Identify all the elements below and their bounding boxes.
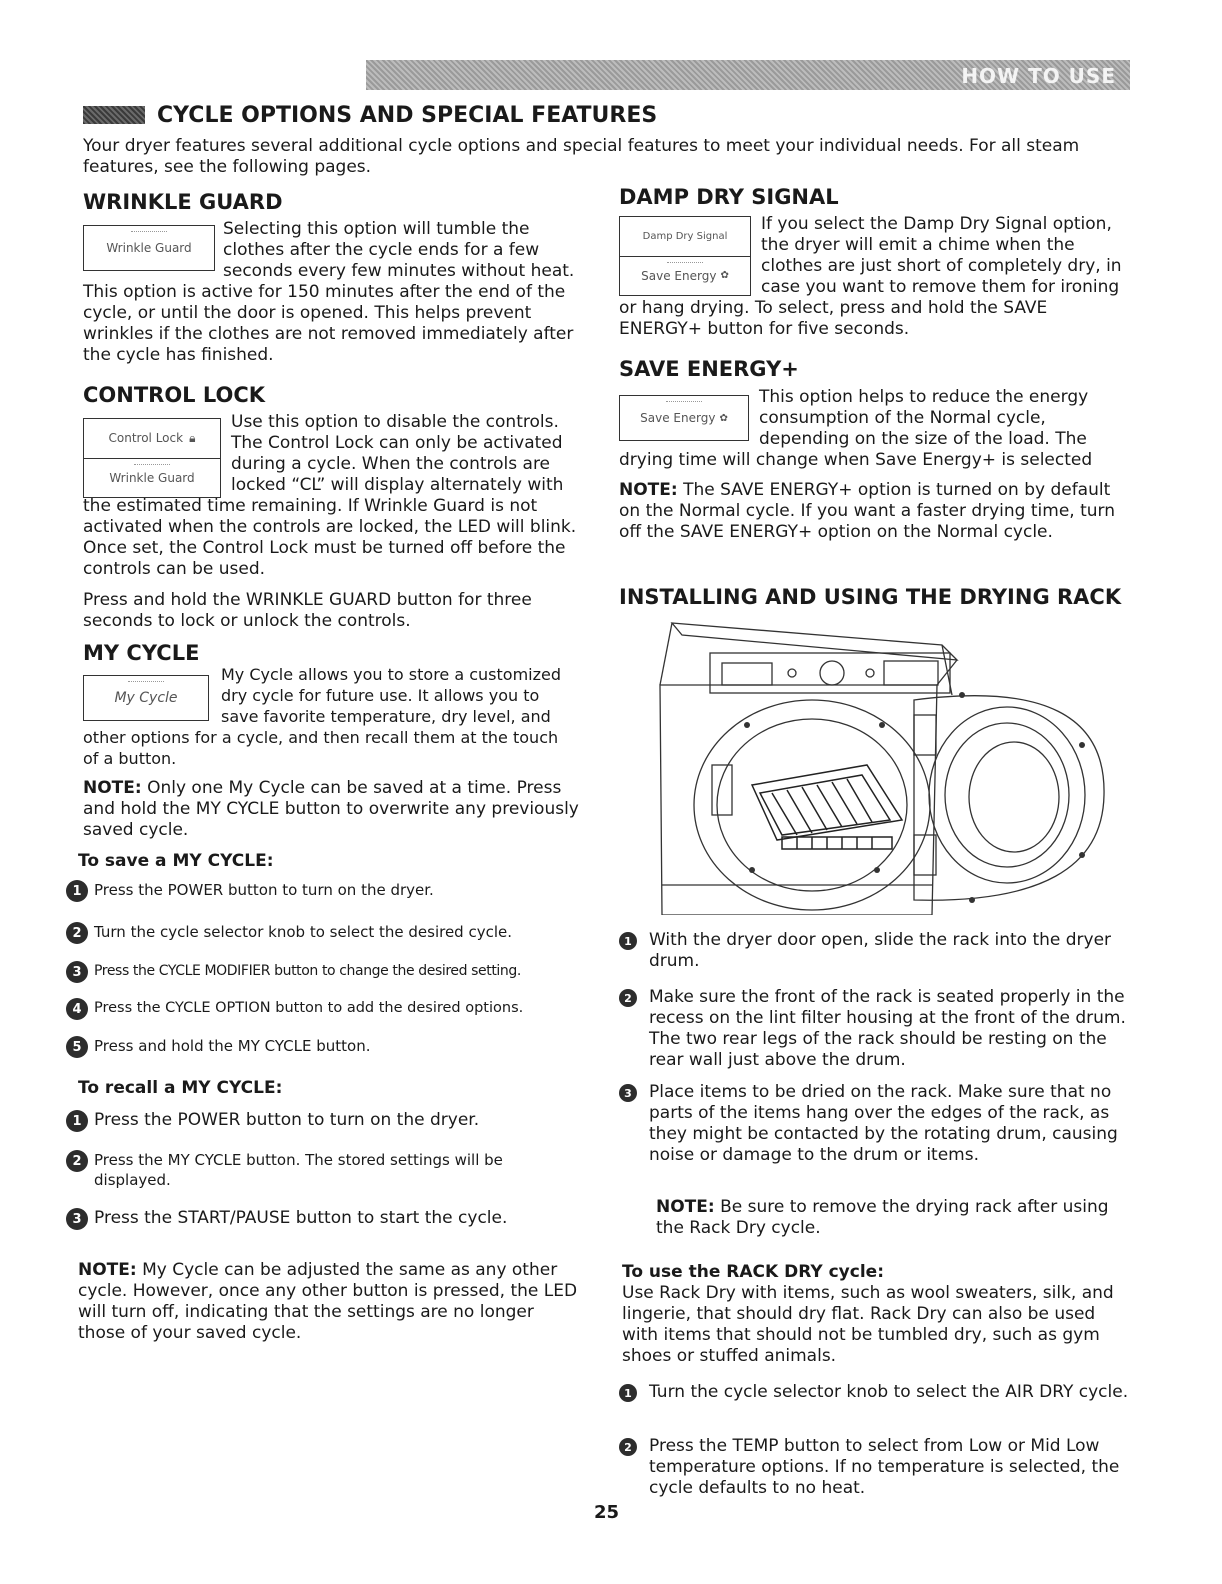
my-cycle-heading: MY CYCLE [83,641,200,665]
save-step-5-text: Press and hold the MY CYCLE button. [94,1037,371,1055]
step-number-2: 2 [619,989,637,1007]
damp-dry-button-label: Damp Dry Signal [642,230,728,242]
step-number-1: 1 [619,1384,637,1402]
save-energy-button-label: Save Energy [640,411,716,425]
save-energy-text-block [619,387,1129,471]
my-cycle-note-2 [78,1260,578,1344]
how-to-use-banner [366,60,1130,90]
my-cycle-note-text: Only one My Cycle can be saved at a time. Press and hold the MY CYCLE button to overwrite any previously saved cycle. [83,778,579,840]
section-title [83,103,657,128]
recall-step-1 [66,1110,586,1132]
control-lock-heading: CONTROL LOCK [83,383,266,407]
save-step-1-text: Press the POWER button to turn on the dryer. [94,881,434,899]
note-label: NOTE: [656,1197,715,1217]
dryer-door [914,696,1104,901]
damp-dry-signal-heading: DAMP DRY SIGNAL [619,185,839,209]
my-cycle-button-label: My Cycle [114,690,178,706]
control-lock-button-label: Control Lock [108,431,184,446]
step-number-5: 5 [66,1036,88,1058]
my-cycle-text: My Cycle allows you to store a customized dry cycle for future use. It allows you to save favorite temperature, dry level, and other options for a cycle, and then recall them at the touch of a button. [83,665,562,768]
step-number-3: 3 [66,961,88,983]
page-number: 25 [594,1502,620,1523]
rack-step-3-text: Place items to be dried on the rack. Make sure that no parts of the items hang over the edges of the rack, as they might be contacted by the rotating drum, causing noise or damage to the drum or items. [649,1082,1118,1165]
rack-step-2 [619,987,1129,1071]
recall-step-3 [66,1208,586,1230]
leaf-icon: ✿ [719,412,728,424]
title-marker-block [83,106,145,124]
rack-step-1-text: With the dryer door open, slide the rack into the dryer drum. [649,930,1112,971]
step-number-2: 2 [66,1150,88,1172]
save-step-4 [66,998,596,1020]
rack-step-3 [619,1082,1129,1166]
save-step-2 [66,922,586,944]
rack-note [656,1197,1126,1239]
control-lock-text: Use this option to disable the controls. The Control Lock can only be activated during a cycle. When the controls are locked “CL” will display alternately with the estimated time remaining. If Wrinkle Guard is not activated when the controls are locked, the LED will blink. Once set, the Control Lock must be turned off before the controls can be used. [83,412,577,579]
wrinkle-guard-heading: WRINKLE GUARD [83,190,283,214]
intro-paragraph: Your dryer features several additional cycle options and special features to meet your individual needs. For all steam features, see the following pages. [83,136,1080,177]
step-number-2: 2 [66,922,88,944]
recall-step-2-text: Press the MY CYCLE button. The stored settings will be displayed. [94,1151,503,1189]
rack-note-text: Be sure to remove the drying rack after using the Rack Dry cycle. [656,1197,1109,1238]
step-number-3: 3 [619,1084,637,1102]
leaf-icon: ✿ [720,270,729,282]
wrinkle-guard-text-block [83,219,583,366]
control-lock-text-2: Press and hold the WRINKLE GUARD button for three seconds to lock or unlock the controls. [83,590,532,631]
my-cycle-note [83,778,583,841]
rack-dry-step-2 [619,1436,1129,1499]
rack-step-2-text: Make sure the front of the rack is seated properly in the recess on the lint filter housing at the front of the drum. The two rear legs of the rack should be resting on the rear wall just above the drum. [649,987,1126,1070]
save-step-1 [66,880,586,902]
recall-step-3-text: Press the START/PAUSE button to start the cycle. [94,1208,508,1228]
rack-dry-text: Use Rack Dry with items, such as wool sweaters, silk, and lingerie, that should dry flat. Rack Dry can also be used with items that should not be tumbled dry, such as gym shoes or stuffed animals. [622,1283,1114,1366]
section-title-text: CYCLE OPTIONS AND SPECIAL FEATURES [157,103,658,128]
banner-label: HOW TO USE [961,64,1116,88]
damp-dry-text: If you select the Damp Dry Signal option, the dryer will emit a chime when the clothes are just short of completely dry, in case you want to remove them for ironing or hang drying. To select, press and hold the SAVE ENERGY+ button for five seconds. [619,214,1122,339]
save-energy-heading: SAVE ENERGY+ [619,357,799,381]
recall-step-1-text: Press the POWER button to turn on the dryer. [94,1110,480,1130]
lock-icon: 🔒︎ [189,430,196,445]
cycle-knob [820,661,844,685]
note-label: NOTE: [83,778,142,798]
dryer-top [672,623,957,660]
step-number-1: 1 [66,880,88,902]
step-number-2: 2 [619,1438,637,1456]
control-panel [710,653,950,693]
save-energy-note-text: The SAVE ENERGY+ option is turned on by default on the Normal cycle. If you want a faster drying time, turn off the SAVE ENERGY+ option on the Normal cycle. [619,480,1115,542]
rack-step-1 [619,930,1129,972]
step-number-4: 4 [66,998,88,1020]
rack-dry-step-1-text: Turn the cycle selector knob to select the AIR DRY cycle. [649,1382,1129,1402]
rack-dry-step-2-text: Press the TEMP button to select from Low or Mid Low temperature options. If no temperature is selected, the cycle defaults to no heat. [649,1436,1120,1498]
note-label: NOTE: [78,1260,137,1280]
damp-dry-text-block [619,214,1129,340]
rack-dry-heading: To use the RACK DRY cycle: [622,1262,884,1282]
save-my-cycle-heading: To save a MY CYCLE: [78,851,274,871]
control-lock-text-block [83,412,583,580]
drying-rack-heading: INSTALLING AND USING THE DRYING RACK [619,585,1122,609]
save-step-4-text: Press the CYCLE OPTION button to add the desired options. [94,1000,524,1016]
wrinkle-guard-text: Selecting this option will tumble the clothes after the cycle ends for a few seconds every few minutes without heat. This option is active for 150 minutes after the end of the cycle, or until the door is opened. This helps prevent wrinkles if the clothes are not removed immediately after the cycle has finished. [83,219,575,365]
save-energy-cell-label: Save Energy [641,268,717,283]
recall-step-2 [66,1150,506,1190]
step-number-1: 1 [66,1110,88,1132]
recall-my-cycle-heading: To recall a MY CYCLE: [78,1078,283,1098]
save-step-3-text: Press the CYCLE MODIFIER button to change the desired setting. [94,963,521,979]
save-step-5 [66,1036,586,1058]
step-number-3: 3 [66,1208,88,1230]
save-step-3 [66,961,596,983]
wrinkle-guard-button-label: Wrinkle Guard [106,241,192,255]
save-energy-text: This option helps to reduce the energy consumption of the Normal cycle, depending on the size of the load. The drying time will change when Save Energy+ is selected [619,387,1093,470]
wrinkle-guard-cell-label: Wrinkle Guard [109,470,195,485]
step-number-1: 1 [619,932,637,950]
my-cycle-note-2-text: My Cycle can be adjusted the same as any other cycle. However, once any other button is pressed, the LED will turn off, indicating that the settings are no longer those of your saved cycle. [78,1260,578,1343]
dryer-with-rack-illustration [652,615,1110,915]
save-energy-note [619,480,1129,543]
rack-dry-step-1 [619,1382,1129,1403]
drying-rack [752,765,902,849]
save-step-2-text: Turn the cycle selector knob to select the desired cycle. [94,923,513,941]
door-window [929,707,1085,883]
note-label: NOTE: [619,480,678,500]
my-cycle-text-block [83,664,573,769]
